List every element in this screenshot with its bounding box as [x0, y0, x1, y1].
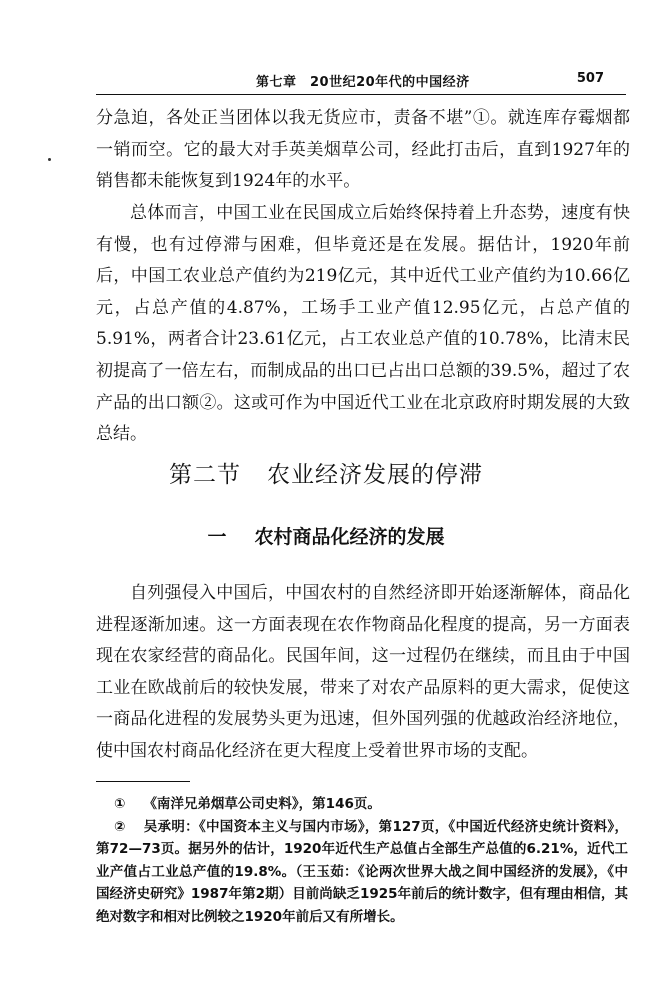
- footnote-text: 吴承明：《中国资本主义与国内市场》，第127页，《中国近代经济史统计资料》，第72—73页。据另外的估计，1920年近代生产总值占全部生产总值的6.21%，近代工业产值占工业总产值的19.8%。（王玉茹：《论两次世界大战之间中国经济的发展》，《中国经济史研究》1987年第2期）目前尚缺乏1925年前后的统计数字，但有理由相信，其绝对数字和相对比例较之1920年前后又有所增长。: [96, 818, 628, 925]
- header-rule: [96, 94, 626, 95]
- subsection-number: 一: [207, 526, 227, 548]
- footnote-rule: [96, 781, 190, 782]
- subsection-heading: [0, 522, 652, 549]
- subsection-title: 农村商品化经济的发展: [254, 526, 445, 548]
- footnote-2: [96, 816, 628, 929]
- footnote-text: 《南洋兄弟烟草公司史料》，第146页。: [143, 796, 381, 812]
- section-heading: [0, 456, 652, 489]
- footnote-mark: ①: [114, 796, 126, 812]
- body-paragraph-1: 分急迫，各处正当团体以我无货应市，责备不堪”①。就连库存霉烟都一销而空。它的最大对手英美烟草公司，经此打击后，直到1927年的销售都未能恢复到1924年的水平。: [96, 108, 630, 192]
- chapter-title: 第七章 20世纪20年代的中国经济: [256, 75, 470, 90]
- running-header: [96, 68, 616, 92]
- section-title: 农业经济发展的停滞: [267, 462, 483, 488]
- page-number: 507: [576, 71, 604, 86]
- footnote-mark: ②: [114, 818, 126, 835]
- footnotes: [96, 793, 628, 929]
- body-paragraph-3: 自列强侵入中国后，中国农村的自然经济即开始逐渐解体，商品化进程逐渐加速。这一方面表现在农作物商品化程度的提高，另一方面表现在农家经营的商品化。民国年间，这一过程仍在继续，而且由于中国工业在欧战前后的较快发展，带来了对农产品原料的更大需求，促使这一商品化进程的发展势头更为迅速，但外国列强的优越政治经济地位，使中国农村商品化经济在更大程度上受着世界市场的支配。: [96, 583, 630, 761]
- body-paragraph-2: 总体而言，中国工业在民国成立后始终保持着上升态势，速度有快有慢，也有过停滞与困难，但毕竟还是在发展。据估计，1920年前后，中国工农业总产值约为219亿元，其中近代工业产值约为10.66亿元，占总产值的4.87%，工场手工业产值12.95亿元，占总产值的5.91%，两者合计23.61亿元，占工农业总产值的10.78%，比清末民初提高了一倍左右，而制成品的出口已占出口总额的39.5%，超过了农产品的出口额②。这或可作为中国近代工业在北京政府时期发展的大致总结。: [96, 203, 630, 445]
- margin-dot: [48, 158, 51, 161]
- section-number: 第二节: [169, 462, 241, 488]
- footnote-1: [96, 793, 628, 816]
